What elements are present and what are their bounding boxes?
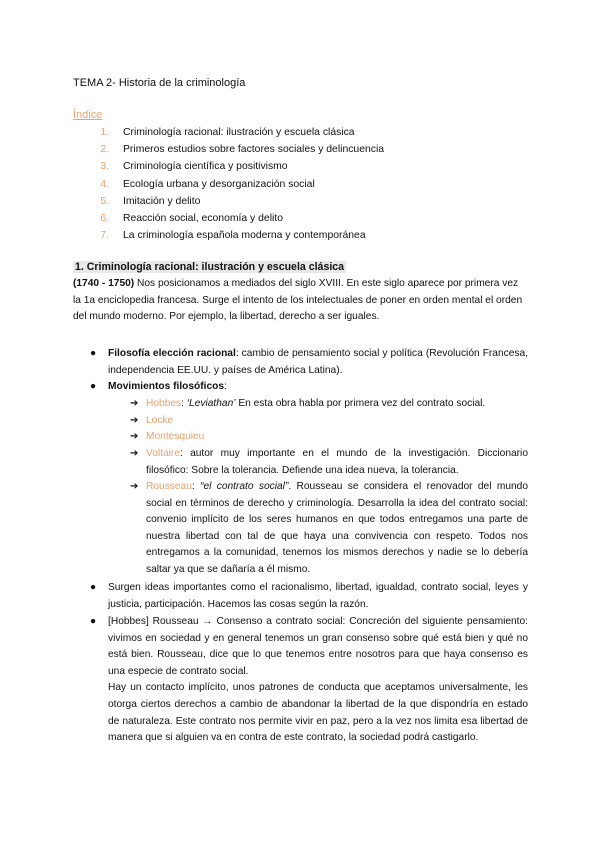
arrow-icon: ➔ bbox=[130, 481, 139, 492]
bullet-body: [Hobbes] Rousseau → Consenso a contrato social: Concreción del siguiente pensamiento: vivimos en sociedad y en general tenemos un gran consenso sobre qué está bien y qué no está bien. Rousseau, dice que lo que tenemos entre nosotros para que haya consenso es una especie de contrato social. bbox=[108, 616, 528, 677]
toc-label: Criminología científica y positivismo bbox=[123, 161, 288, 173]
toc-label: La criminología española moderna y contemporánea bbox=[123, 230, 366, 242]
bullet-important-ideas bbox=[90, 580, 528, 613]
arrow-icon: ➔ bbox=[130, 431, 139, 442]
author-name: Voltaire bbox=[146, 448, 180, 459]
bullet-colon: : bbox=[224, 381, 227, 392]
bullet-label: Filosofía elección racional bbox=[108, 348, 236, 359]
toc-item bbox=[73, 210, 533, 227]
arrow-icon: ➔ bbox=[130, 398, 139, 409]
sub-bullet-body: . Rousseau se considera el renovador del mundo social en términos de derecho y criminología. Desarrolla la idea del contrato social: convenio implícito de los seres humanos en que todos entregamos una parte de nuestra libertad con tal de que haya una convivencia con respeto. Todos nos entregamos a la comunidad, tenemos los mismos derechos y nadie se lo debería saltar ya que se dañaría a él mismo. bbox=[146, 481, 528, 575]
intro-paragraph bbox=[73, 276, 525, 326]
table-of-contents bbox=[73, 124, 533, 244]
toc-item bbox=[73, 176, 533, 193]
toc-label: Reacción social, economía y delito bbox=[123, 212, 283, 224]
toc-number: 3. bbox=[100, 161, 109, 173]
sub-bullet-text bbox=[146, 479, 528, 579]
sub-bullet-body: En esta obra habla por primera vez del contrato social. bbox=[235, 398, 486, 409]
separator: : bbox=[181, 398, 187, 409]
page-title: TEMA 2- Historia de la criminología bbox=[73, 77, 246, 89]
sub-bullet-locke bbox=[130, 413, 528, 430]
separator: : bbox=[191, 481, 201, 492]
bullet-icon: ● bbox=[90, 348, 97, 359]
author-name: Locke bbox=[146, 415, 174, 426]
arrow-icon: ➔ bbox=[130, 448, 139, 459]
index-heading: Índice bbox=[73, 109, 103, 121]
sub-bullet-body: : autor muy importante en el mundo de la investigación. Diccionario filosófico: Sobre la tolerancia. Defiende una idea nueva, la tolerancia. bbox=[146, 448, 528, 476]
sub-bullet-hobbes bbox=[130, 396, 528, 413]
toc-item bbox=[73, 124, 533, 141]
toc-item bbox=[73, 193, 533, 210]
bullet-text bbox=[108, 379, 528, 396]
bullet-text bbox=[108, 346, 528, 379]
toc-label: Ecología urbana y desorganización social bbox=[123, 178, 315, 190]
toc-number: 6. bbox=[100, 212, 109, 224]
work-title: ‘Leviathan’ bbox=[186, 398, 236, 409]
toc-number: 7. bbox=[100, 230, 109, 242]
sub-bullet-rousseau bbox=[130, 479, 528, 579]
bullet-icon: ● bbox=[90, 616, 97, 627]
bullet-social-contract bbox=[90, 614, 528, 747]
toc-item bbox=[73, 141, 533, 158]
toc-item bbox=[73, 227, 533, 244]
sub-bullet-text bbox=[146, 446, 528, 479]
bullet-body: Surgen ideas importantes como el racionalismo, libertad, igualdad, contrato social, leyes y justicia, participación. Hacemos las cosas según la razón. bbox=[108, 582, 528, 610]
bullet-rational-choice bbox=[90, 346, 528, 379]
toc-number: 2. bbox=[100, 144, 109, 156]
sub-bullet-text bbox=[146, 396, 528, 413]
intro-text: Nos posicionamos a mediados del siglo XVIII. En este siglo aparece por primera vez la 1a enciclopedia francesa. Surge el intento de los intelectuales de poner en orden mental el orden del mundo moderno. Por ejemplo, la libertad, derecho a ser iguales. bbox=[73, 278, 523, 322]
toc-label: Imitación y delito bbox=[123, 195, 201, 207]
sub-bullet-montesquieu bbox=[130, 429, 528, 446]
bullet-label: Movimientos filosóficos bbox=[108, 381, 225, 392]
bullet-icon: ● bbox=[90, 381, 97, 392]
toc-number: 5. bbox=[100, 195, 109, 207]
bullet-philosophical-movements bbox=[90, 379, 528, 396]
sub-bullet-voltaire bbox=[130, 446, 528, 479]
bullet-icon: ● bbox=[90, 582, 97, 593]
toc-number: 1. bbox=[100, 127, 109, 138]
section-heading: 1. Criminología racional: ilustración y escuela clásica bbox=[75, 261, 345, 273]
toc-label: Criminología racional: ilustración y escuela clásica bbox=[123, 127, 355, 138]
toc-number: 4. bbox=[100, 178, 109, 190]
author-name: Rousseau bbox=[146, 481, 192, 492]
bullet-continuation: Hay un contacto implícito, unos patrones de conducta que aceptamos universalmente, les otorga ciertos derechos a cambio de abandonar la libertad de la que dispondría en estado de naturaleza. Este contrato nos permite vivir en paz, pero a la vez nos limita esa libertad de manera que si alguien va en contra de este contrato, la sociedad podrá castigarlo. bbox=[108, 682, 528, 744]
toc-item bbox=[73, 158, 533, 175]
bullet-body: : cambio de pensamiento social y política (Revolución Francesa, independencia EE.UU. y países de América Latina). bbox=[108, 348, 528, 376]
author-name: Montesquieu bbox=[146, 431, 205, 442]
dates: (1740 - 1750) bbox=[73, 278, 135, 289]
work-title: “el contrato social” bbox=[200, 481, 289, 492]
author-name: Hobbes bbox=[146, 398, 182, 409]
toc-label: Primeros estudios sobre factores sociales y delincuencia bbox=[123, 144, 385, 156]
arrow-icon: ➔ bbox=[130, 415, 139, 426]
